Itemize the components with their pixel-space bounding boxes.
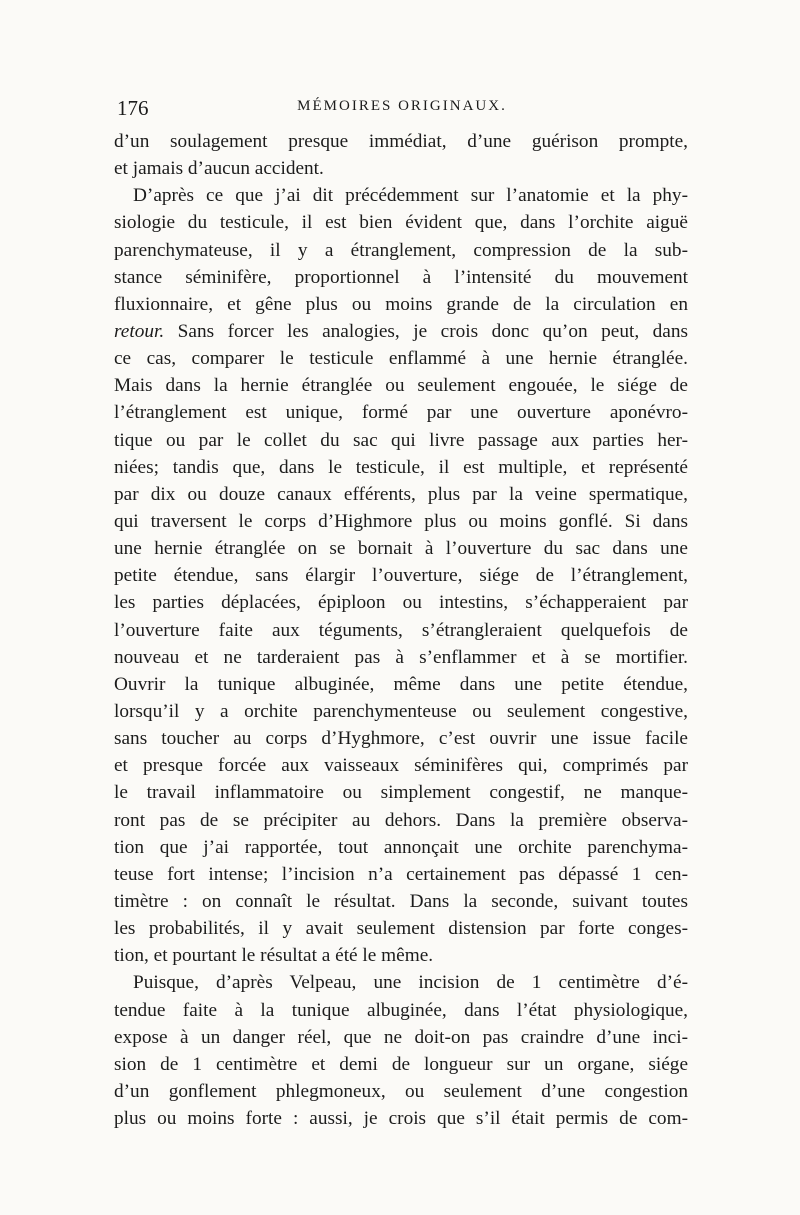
text-line: tion, et pourtant le résultat a été le même. (114, 945, 434, 967)
italic-word: retour. (114, 320, 165, 342)
text-line: qui traversent le corps d’Highmore plus ou moins gonflé. Si dans (114, 510, 688, 532)
text-line: Ouvrir la tunique albuginée, même dans une petite étendue, (114, 673, 688, 695)
text-line: l’ouverture faite aux téguments, s’étrangleraient quelquefois de (114, 619, 688, 641)
text-line: une hernie étranglée on se bornait à l’ouverture du sac dans une (114, 538, 688, 560)
text-line: tendue faite à la tunique albuginée, dans l’état physiologique, (114, 999, 688, 1021)
text-line (114, 318, 688, 345)
page-number: 176 (117, 96, 149, 120)
text-line: tique ou par le collet du sac qui livre passage aux parties her- (114, 429, 688, 451)
text-line: expose à un danger réel, que ne doit-on pas craindre d’une inci- (114, 1026, 688, 1048)
text-line: parenchymateuse, il y a étranglement, compression de la sub- (114, 239, 688, 261)
text-line: et presque forcée aux vaisseaux séminifères qui, comprimés par (114, 755, 688, 777)
running-head: MÉMOIRES ORIGINAUX. (297, 98, 507, 114)
text-line: D’après ce que j’ai dit précédemment sur l’anatomie et la phy- (133, 185, 688, 207)
text-line: Puisque, d’après Velpeau, une incision de 1 centimètre d’é- (133, 972, 688, 994)
text-line: petite étendue, sans élargir l’ouverture, siége de l’étranglement, (114, 565, 688, 587)
text-line: fluxionnaire, et gêne plus ou moins grande de la circulation en (114, 293, 688, 315)
text-line: siologie du testicule, il est bien évident que, dans l’orchite aiguë (114, 212, 688, 234)
text-line: niées; tandis que, dans le testicule, il est multiple, et représenté (114, 456, 688, 478)
text-line: Mais dans la hernie étranglée ou seulement engouée, le siége de (114, 375, 688, 397)
text-line: sion de 1 centimètre et demi de longueur sur un organe, siége (114, 1053, 688, 1075)
text-line: plus ou moins forte : aussi, je crois que s’il était permis de com- (114, 1108, 688, 1130)
text-line: teuse fort intense; l’incision n’a certainement pas dépassé 1 cen- (114, 863, 688, 885)
text-line: l’étranglement est unique, formé par une ouverture aponévro- (114, 402, 688, 424)
page-header (117, 96, 687, 122)
text-line: lorsqu’il y a orchite parenchymenteuse ou seulement congestive, (114, 700, 688, 722)
text-line: ront pas de se précipiter au dehors. Dans la première observa- (114, 809, 688, 831)
text-line: nouveau et ne tarderaient pas à s’enflammer et à se mortifier. (114, 646, 688, 668)
text-line: ce cas, comparer le testicule enflammé à une hernie étranglée. (114, 348, 688, 370)
text-line: d’un soulagement presque immédiat, d’une guérison prompte, (114, 131, 688, 152)
text-line: et jamais d’aucun accident. (114, 158, 324, 180)
text-line: par dix ou douze canaux efférents, plus par la veine spermatique, (114, 483, 688, 505)
text-line: le travail inflammatoire ou simplement congestif, ne manque- (114, 782, 688, 804)
text-line: les parties déplacées, épiploon ou intestins, s’échapperaient par (114, 592, 688, 614)
text-line: timètre : on connaît le résultat. Dans la seconde, suivant toutes (114, 890, 688, 912)
text-line: tion que j’ai rapportée, tout annonçait une orchite parenchyma- (114, 836, 688, 858)
text-line: sans toucher au corps d’Hyghmore, c’est ouvrir une issue facile (114, 728, 688, 750)
body-text (114, 128, 688, 1132)
text-line: d’un gonflement phlegmoneux, ou seulement d’une congestion (114, 1080, 688, 1102)
text-line-rest: Sans forcer les analogies, je crois donc qu’on peut, dans (164, 320, 688, 342)
text-line: stance séminifère, proportionnel à l’intensité du mouvement (114, 266, 688, 288)
text-line: les probabilités, il y avait seulement distension par forte conges- (114, 918, 688, 940)
